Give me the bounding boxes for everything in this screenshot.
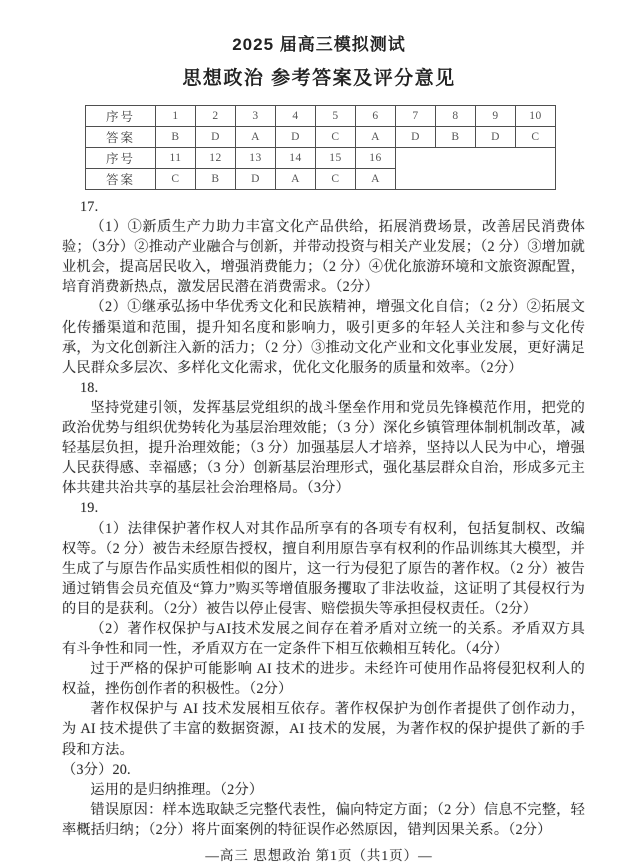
- number-row-label-cell: 序号: [86, 106, 156, 127]
- question-number-cell: 9: [476, 106, 516, 127]
- answer-cell: B: [196, 169, 236, 190]
- question-number-cell: 3: [236, 106, 276, 127]
- answer-paragraph: 著作权保护与 AI 技术发展相互依存。著作权保护为创作者提供了创作动力，为 AI 技术提供了丰富的数据资源，AI 技术的发展，为著作权的保护提供了新的手段和方法。: [62, 701, 585, 758]
- answer-cell: A: [236, 127, 276, 148]
- answer-key-table: [85, 105, 556, 190]
- section-number: 18.: [80, 379, 99, 396]
- answer-paragraph: （2）著作权保护与AI技术发展之间存在着矛盾对立统一的关系。矛盾双方具有斗争性和同一性，矛盾双方在一定条件下相互依赖相互转化。（4分）: [62, 620, 585, 658]
- question-number-cell: 13: [236, 148, 276, 169]
- answer-cell: C: [316, 127, 356, 148]
- question-number-cell: 16: [356, 148, 396, 169]
- answer-cell: A: [356, 169, 396, 190]
- answer-cell: D: [196, 127, 236, 148]
- question-number-row: [86, 148, 556, 169]
- section-number: 17.: [80, 199, 99, 215]
- answer-row-label-cell: 答案: [86, 169, 156, 190]
- answer-cell: C: [516, 127, 556, 148]
- answer-cell: C: [316, 169, 356, 190]
- answer-row: [86, 127, 556, 148]
- answer-cell: D: [476, 127, 516, 148]
- document-header: [0, 0, 638, 90]
- question-number-cell: 5: [316, 106, 356, 127]
- question-number-cell: 6: [356, 106, 396, 127]
- answer-paragraph: （2）①继承弘扬中华优秀文化和民族精神，增强文化自信；（2 分）②拓展文化传播渠道和范围，提升知名度和影响力，吸引更多的年轻人关注和参与文化传承，为文化创新注入新的活力；（2 分）③推动文化产业和文化事业发展，更好满足人民群众多层次、多样化文化需求，优化文化服务的质量和效率。（2分）: [62, 299, 585, 376]
- answer-cell: A: [276, 169, 316, 190]
- page-footer: —高三 思想政治 第1页（共1页）—: [205, 848, 433, 863]
- question-number-cell: 7: [396, 106, 436, 127]
- number-row-label-cell: 序号: [86, 148, 156, 169]
- question-number-cell: 15: [316, 148, 356, 169]
- question-number-cell: 11: [156, 148, 196, 169]
- section-number: 19.: [80, 500, 99, 517]
- answer-cell: A: [356, 127, 396, 148]
- question-number-cell: 14: [276, 148, 316, 169]
- answer-paragraph: （1）法律保护著作权人对其作品所享有的各项专有权利，包括复制权、改编权等。（2 分）被告未经原告授权，擅自利用原告享有权利的作品训练其大模型，并生成了与原告作品实质性相似的图片，这一行为侵犯了原告的著作权。（2 分）被告通过销售会员充值及“算力”购买等增值服务攫取了非法收益，这证明了其侵权行为的目的是获利。（2分）被告以停止侵害、赔偿损失等承担侵权责任。（2分）: [62, 520, 585, 617]
- question-number-cell: 4: [276, 106, 316, 127]
- answer-paragraph: 运用的是归纳推理。（2分）: [90, 781, 264, 798]
- question-number-row: [86, 106, 556, 127]
- answer-cell: C: [156, 169, 196, 190]
- answer-paragraph: （1）①新质生产力助力丰富文化产品供给，拓展消费场景，改善居民消费体验；（3分）②推动产业融合与创新，并带动投资与相关产业发展；（2 分）③增加就业机会，提高居民收入，增强消费能力；（2 分）④优化旅游环境和文旅资源配置，培育消费新热点，激发居民潜在消费需求。（2分）: [62, 219, 585, 296]
- answer-cell: D: [396, 127, 436, 148]
- doc-subtitle: 思想政治 参考答案及评分意见: [182, 68, 456, 89]
- answers-body: [62, 197, 585, 840]
- blank-cell: [396, 148, 556, 190]
- answer-cell: B: [156, 127, 196, 148]
- question-number-cell: 1: [156, 106, 196, 127]
- question-number-cell: 2: [196, 106, 236, 127]
- question-number-cell: 10: [516, 106, 556, 127]
- answer-paragraph: （3分）20.: [62, 761, 131, 778]
- answer-paragraph: 过于严格的保护可能影响 AI 技术的进步。未经许可使用作品将侵犯权利人的权益，挫伤创作者的积极性。（2分）: [62, 661, 585, 698]
- answer-paragraph: 错误原因：样本选取缺乏完整代表性，偏向特定方面；（2 分）信息不完整，轻率概括归纳；（2分）将片面案例的特征误作必然原因，错判因果关系。（2分）: [62, 801, 585, 838]
- answer-cell: D: [236, 169, 276, 190]
- answer-row-label-cell: 答案: [86, 127, 156, 148]
- doc-title: 2025 届高三模拟测试: [232, 35, 406, 54]
- answer-cell: D: [276, 127, 316, 148]
- answer-cell: B: [436, 127, 476, 148]
- answer-paragraph: 坚持党建引领，发挥基层党组织的战斗堡垒作用和党员先锋模范作用，把党的政治优势与组织优势转化为基层治理效能；（3 分）深化乡镇管理体制机制改革，减轻基层负担，提升治理效能；（3 分）加强基层人才培养，坚持以人民为中心，增强人民获得感、幸福感；（3 分）创新基层治理形式，强化基层群众自治，形成多元主体共建共治共享的基层社会治理格局。（3分）: [62, 399, 585, 497]
- question-number-cell: 8: [436, 106, 476, 127]
- question-number-cell: 12: [196, 148, 236, 169]
